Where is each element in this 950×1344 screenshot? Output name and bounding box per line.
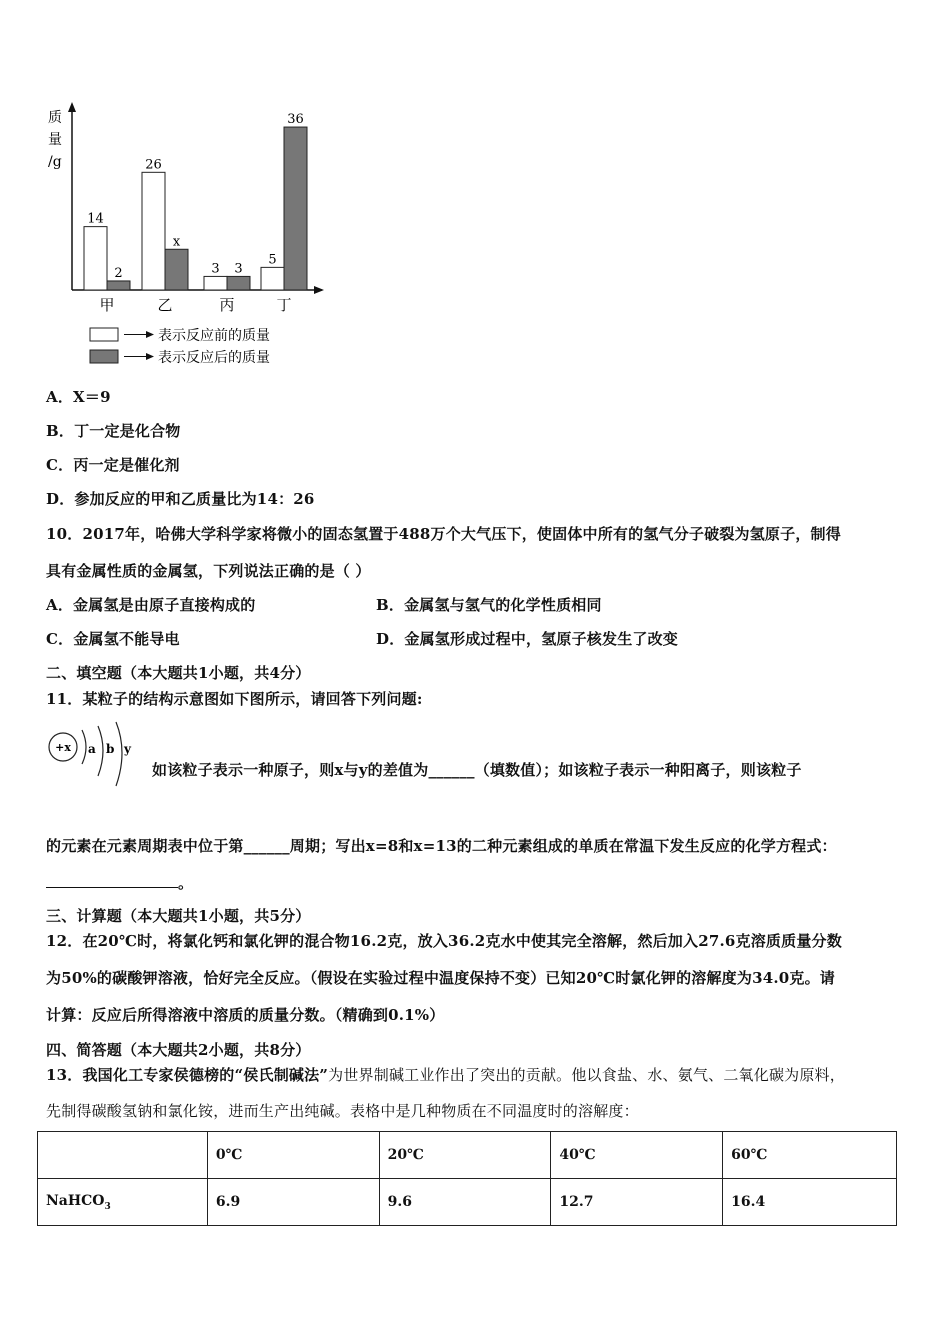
q10-option-a: A．金属氢是由原子直接构成的 [46, 596, 256, 614]
table-header-cell: 20℃ [379, 1132, 551, 1179]
table-header-row [38, 1132, 897, 1179]
table-row-label: NaHCO$_3$ [38, 1179, 208, 1226]
y-axis-arrow [68, 102, 76, 112]
bar-before [142, 172, 165, 290]
shell-2-label: b [106, 742, 115, 756]
q10-option-c: C．金属氢不能导电 [46, 630, 180, 648]
section-heading-short-answer: 四、简答题（本大题共2小题，共8分） [46, 1041, 311, 1059]
q12-line3: 计算：反应后所得溶液中溶质的质量分数。（精确到0.1%） [46, 1006, 445, 1024]
electron-shell-2 [98, 726, 103, 776]
table-cell: 9.6 [379, 1179, 551, 1226]
bar-before [261, 267, 284, 290]
table-header-cell: 40℃ [551, 1132, 723, 1179]
bar-before [84, 227, 107, 290]
y-axis-label: /g [48, 154, 62, 170]
mass-bar-chart [40, 98, 340, 373]
q11-stem: 11．某粒子的结构示意图如下图所示，请回答下列问题: [46, 690, 423, 708]
table-cell: 6.9 [207, 1179, 379, 1226]
q9-option-c: C．丙一定是催化剂 [46, 456, 180, 474]
q11-line2: 的元素在元素周期表中位于第______周期；写出x=8和x=13的二种元素组成的单质在常温下发生反应的化学方程式： [46, 837, 837, 855]
q10-stem-line1: 10．2017年，哈佛大学科学家将微小的固态氢置于488万个大气压下，使固体中所有的氢气分子破裂为氢原子，制得 [46, 525, 841, 543]
section-heading-calculation: 三、计算题（本大题共1小题，共5分） [46, 907, 311, 925]
table-header-cell [38, 1132, 208, 1179]
x-axis-arrow [314, 286, 324, 294]
bar-after [227, 276, 250, 290]
q10-option-b: B．金属氢与氢气的化学性质相同 [376, 596, 602, 614]
legend-swatch [90, 350, 118, 363]
x-tick-label: 乙 [157, 296, 173, 314]
x-tick-label: 甲 [99, 296, 115, 314]
bar-after [165, 249, 188, 290]
q9-option-a: A．X＝9 [46, 388, 111, 406]
bar-after [284, 127, 307, 290]
electron-shell-3 [116, 722, 122, 786]
bar-value-label: 36 [287, 112, 304, 128]
x-tick-label: 丁 [276, 296, 292, 314]
table-row [38, 1179, 897, 1226]
section-heading-fill-in: 二、填空题（本大题共1小题，共4分） [46, 664, 311, 682]
q12-line1: 12．在20℃时，将氯化钙和氯化钾的混合物16.2克，放入36.2克水中使其完全溶解，然后加入27.6克溶质质量分数 [46, 932, 842, 950]
q13-line2: 先制得碳酸氢钠和氯化铵，进而生产出纯碱。表格中是几种物质在不同温度时的溶解度： [46, 1102, 639, 1120]
bar-before [204, 276, 227, 290]
bar-value-label: 3 [234, 261, 243, 277]
bar-after [107, 281, 130, 290]
legend-arrow-head [146, 353, 154, 360]
q12-line2: 为50%的碳酸钾溶液，恰好完全反应。（假设在实验过程中温度保持不变）已知20℃时氯化钾的溶解度为34.0克。请 [46, 969, 836, 987]
q10-stem-line2: 具有金属性质的金属氢，下列说法正确的是（ ） [46, 562, 371, 580]
legend-label: 表示反应后的质量 [158, 350, 270, 366]
particle-structure-diagram [46, 718, 141, 790]
q9-option-d: D．参加反应的甲和乙质量比为14：26 [46, 490, 315, 508]
bar-value-label: 3 [211, 261, 220, 277]
y-axis-label: 质 [48, 110, 62, 126]
q9-option-b: B．丁一定是化合物 [46, 422, 181, 440]
bar-value-label: 26 [145, 157, 162, 173]
x-tick-label: 丙 [219, 296, 235, 314]
nucleus-charge-label: +x [55, 741, 71, 754]
table-header-cell: 60℃ [723, 1132, 897, 1179]
bar-value-label: x [172, 234, 181, 250]
solubility-table [37, 1131, 897, 1226]
answer-blank[interactable] [46, 873, 178, 888]
bar-value-label: 2 [114, 265, 123, 281]
legend-swatch [90, 328, 118, 341]
q11-line1: 如该粒子表示一种原子，则x与y的差值为______（填数值）；如该粒子表示一种阳离子，则该粒子 [152, 761, 802, 779]
bar-value-label: 14 [87, 211, 104, 227]
y-axis-label: 量 [48, 132, 62, 148]
table-header-cell: 0℃ [207, 1132, 379, 1179]
shell-1-label: a [88, 742, 96, 756]
table-cell: 12.7 [551, 1179, 723, 1226]
electron-shell-1 [82, 730, 86, 764]
q11-line3: 。 [46, 872, 193, 893]
legend-arrow-head [146, 331, 154, 338]
shell-3-label: y [124, 742, 131, 756]
q10-option-d: D．金属氢形成过程中，氢原子核发生了改变 [376, 630, 679, 648]
table-cell: 16.4 [723, 1179, 897, 1226]
q13-line1: 13．我国化工专家侯德榜的“侯氏制碱法”为世界制碱工业作出了突出的贡献。他以食盐、水、氨气、二氧化碳为原料， [46, 1066, 845, 1084]
bar-value-label: 5 [268, 252, 277, 268]
legend-label: 表示反应前的质量 [158, 328, 270, 344]
